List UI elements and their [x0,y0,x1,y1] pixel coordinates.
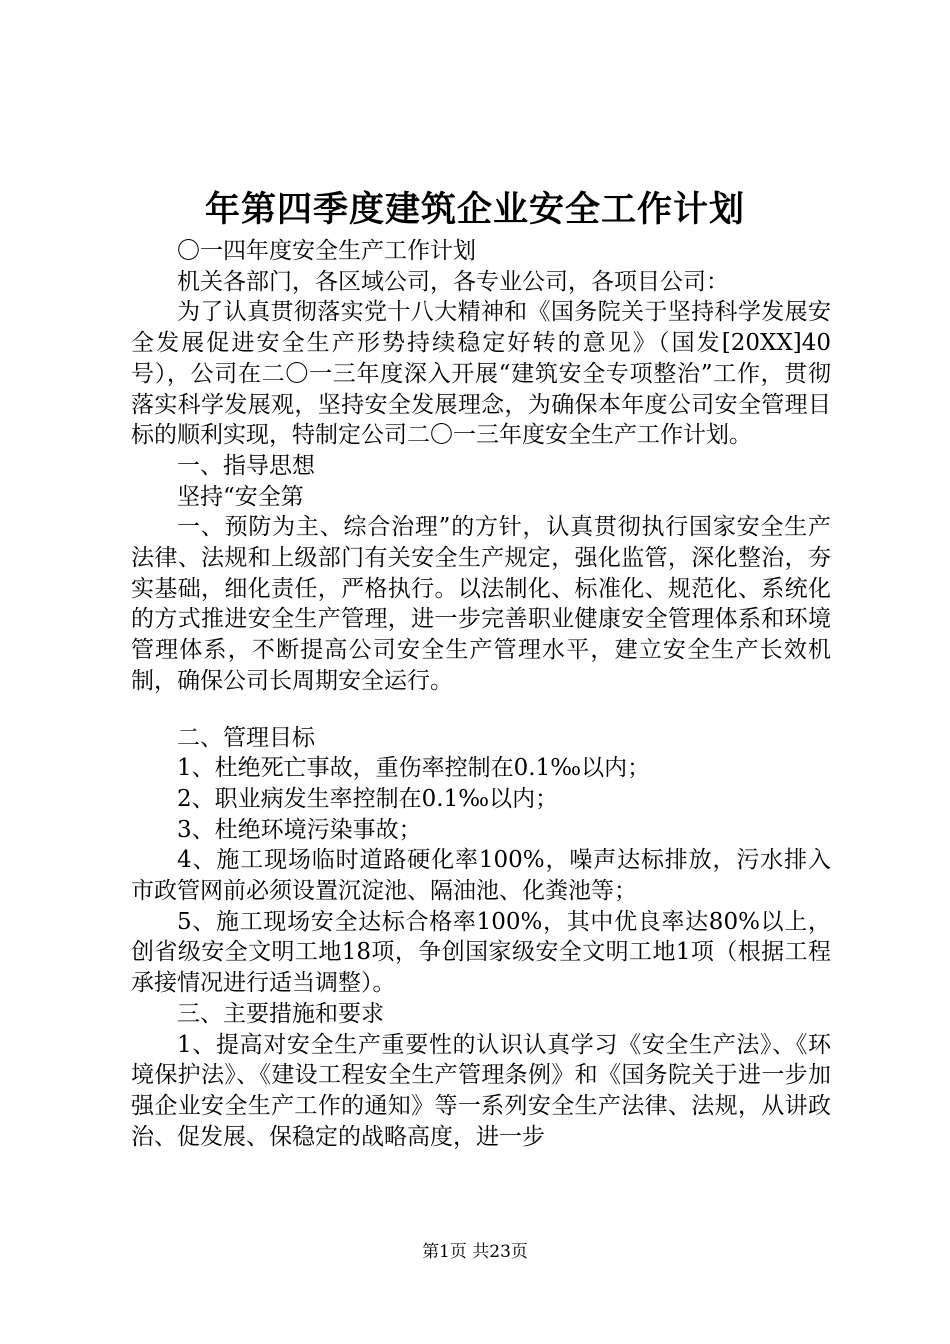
list-item: 2、职业病发生率控制在0.1‰以内； [177,785,559,812]
paragraph: 为了认真贯彻落实党十八大精神和《国务院关于坚持科学发展安全发展促进安全生产形势持续稳定好转的意见》（国发[20XX]40号），公司在二〇一三年度深入开展“建筑安全专项整治”工作，贯彻落实科学发展观，坚持安全发展理念，为确保本年度公司安全管理目标的顺利实现，特制定公司二〇一三年度安全生产工作计划。 [131,299,831,449]
page-footer: 第1页 共23页 [422,1242,528,1262]
list-item: 5、施工现场安全达标合格率100%，其中优良率达80%以上，创省级安全文明工地18项，争创国家级安全文明工地1项（根据工程承接情况进行适当调整）。 [131,908,831,997]
list-item: 1、杜绝死亡事故，重伤率控制在0.1‰以内； [177,755,651,782]
paragraph: 一、预防为主、综合治理”的方针，认真贯彻执行国家安全生产法律、法规和上级部门有关安全生产规定，强化监管，深化整治，夯实基础，细化责任，严格执行。以法制化、标准化、规范化、系统化的方式推进安全生产管理，进一步完善职业健康安全管理体系和环境管理体系，不断提高公司安全生产管理水平，建立安全生产长效机制，确保公司长周期安全运行。 [131,514,831,694]
section-heading: 一、指导思想 [177,452,315,479]
paragraph: 〇一四年度安全生产工作计划 [177,238,476,264]
paragraph: 坚持“安全第 [177,483,304,510]
list-item: 3、杜绝环境污染事故； [177,816,422,843]
section-heading: 二、管理目标 [177,724,315,751]
document-title: 年第四季度建筑企业安全工作计划 [204,189,745,230]
list-item: 4、施工现场临时道路硬化率100%，噪声达标排放，污水排入市政管网前必须设置沉淀池、隔油池、化粪池等； [131,847,831,905]
section-heading: 三、主要措施和要求 [177,1000,384,1027]
paragraph: 机关各部门，各区域公司，各专业公司，各项目公司： [177,268,729,295]
paragraph: 1、提高对安全生产重要性的认识认真学习《安全生产法》、《环境保护法》、《建设工程安全生产管理条例》和《国务院关于进一步加强企业安全生产工作的通知》等一系列安全生产法律、法规，从讲政治、促发展、保稳定的战略高度，进一步 [131,1031,831,1150]
document-body [131,236,831,1152]
